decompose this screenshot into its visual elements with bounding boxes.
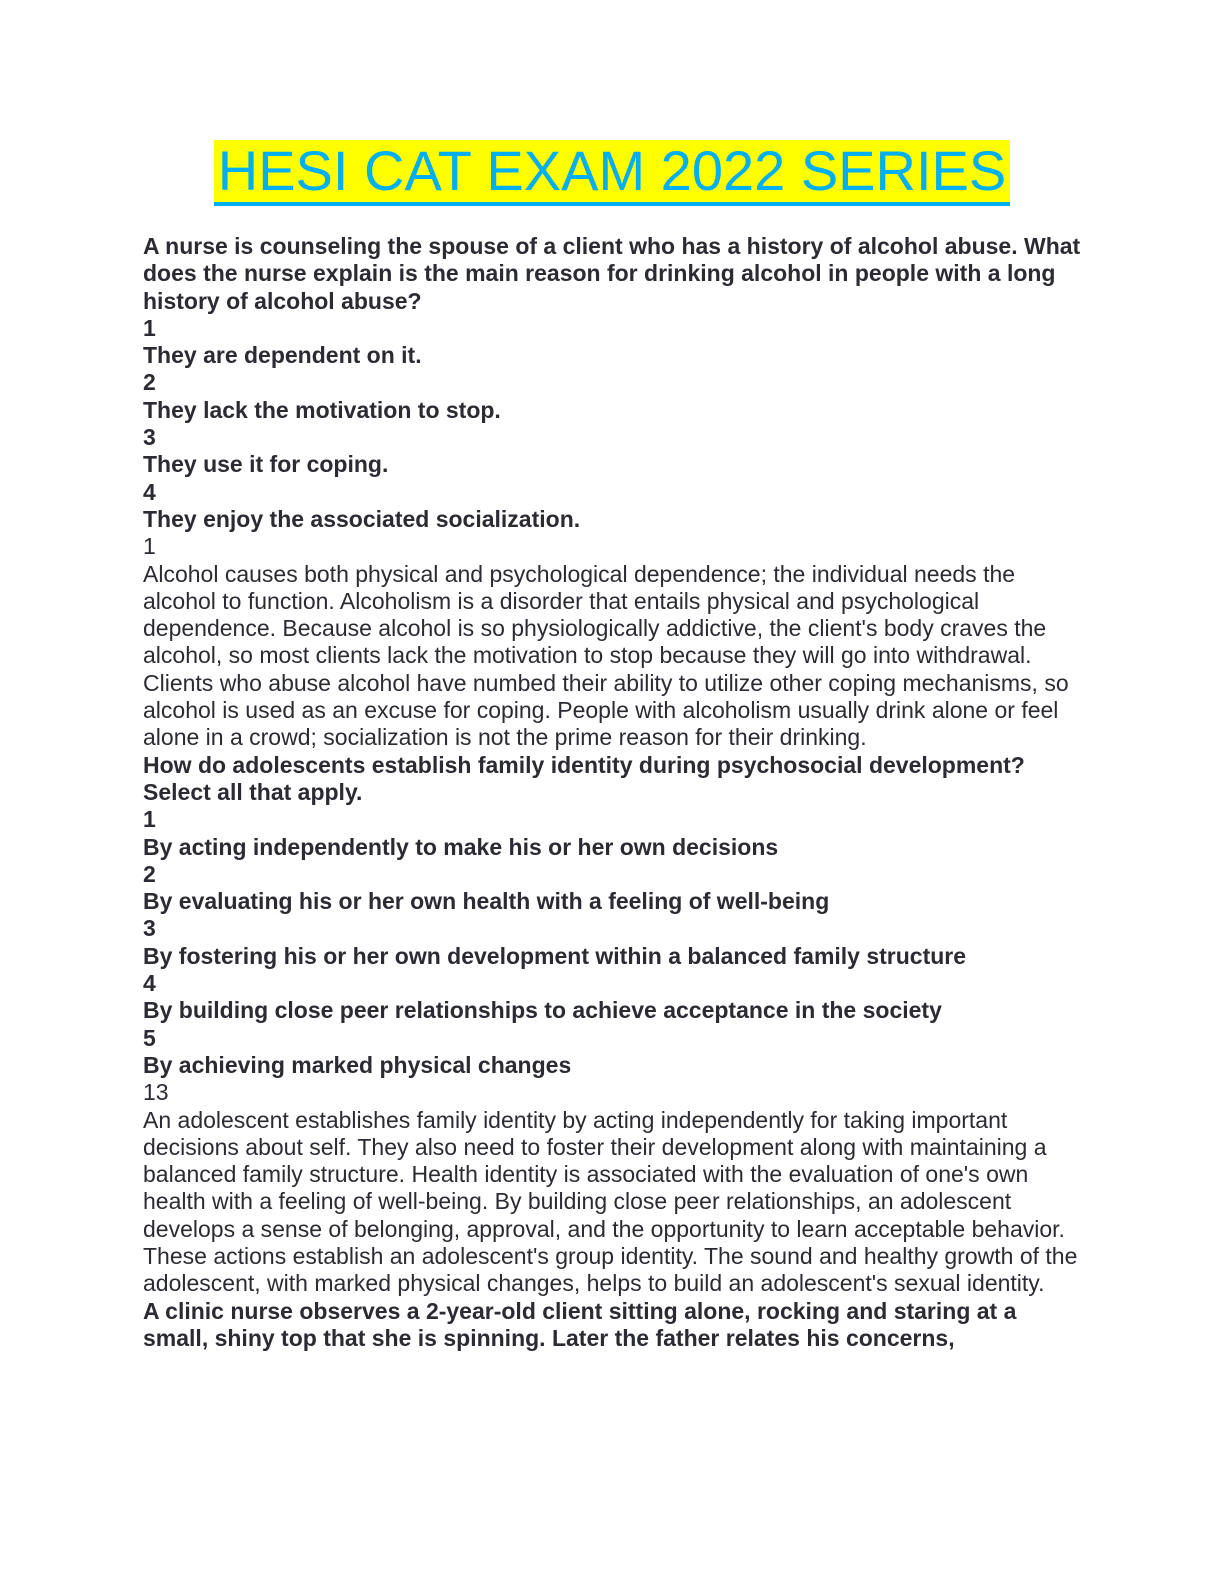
option-text: They enjoy the associated socialization. <box>143 505 581 532</box>
option-number: 1 <box>143 314 156 341</box>
option-text: By achieving marked physical changes <box>143 1051 572 1078</box>
question-text: How do adolescents establish family identity during psychosocial development? Select all that apply. <box>143 751 1025 805</box>
answer-explanation: Alcohol causes both physical and psychological dependence; the individual needs the alcohol to function. Alcoholism is a disorder that entails physical and psychological dependence. Because alcohol is so physiologically addictive, the client's body craves the alcohol, so most clients lack the motivation to stop because they will go into withdrawal. Clients who abuse alcohol have numbed their ability to utilize other coping mechanisms, so alcohol is used as an excuse for coping. People with alcoholism usually drink alone or feel alone in a crowd; socialization is not the prime reason for their drinking. <box>143 560 1069 751</box>
option-number: 1 <box>143 806 156 833</box>
option-text: They use it for coping. <box>143 451 389 478</box>
option-text: By acting independently to make his or her own decisions <box>143 833 779 860</box>
document-body <box>143 233 1083 1352</box>
option-text: By fostering his or her own development within a balanced family structure <box>143 942 967 969</box>
answer-key: 1 <box>143 533 156 560</box>
option-number: 2 <box>143 860 156 887</box>
option-number: 4 <box>143 970 156 997</box>
option-number: 5 <box>143 1024 156 1051</box>
answer-explanation: An adolescent establishes family identity by acting independently for taking important decisions about self. They also need to foster their development along with maintaining a balanced family structure. Health identity is associated with the evaluation of one's own health with a feeling of well-being. By building close peer relationships, an adolescent develops a sense of belonging, approval, and the opportunity to learn acceptable behavior. These actions establish an adolescent's group identity. The sound and healthy growth of the adolescent, with marked physical changes, helps to build an adolescent's sexual identity. <box>143 1106 1078 1297</box>
option-number: 2 <box>143 369 156 396</box>
option-number: 3 <box>143 915 156 942</box>
option-number: 4 <box>143 478 156 505</box>
answer-key: 13 <box>143 1079 169 1106</box>
question-text: A nurse is counseling the spouse of a client who has a history of alcohol abuse. What does the nurse explain is the main reason for drinking alcohol in people with a long history of alcohol abuse? <box>143 233 1081 314</box>
title-wrap <box>0 140 1224 206</box>
option-text: By building close peer relationships to achieve acceptance in the society <box>143 997 942 1024</box>
option-number: 3 <box>143 424 156 451</box>
question-text: A clinic nurse observes a 2-year-old client sitting alone, rocking and staring at a small, shiny top that she is spinning. Later the father relates his concerns, <box>143 1297 1017 1351</box>
option-text: By evaluating his or her own health with a feeling of well-being <box>143 888 830 915</box>
document-title: HESI CAT EXAM 2022 SERIES <box>214 140 1010 206</box>
option-text: They are dependent on it. <box>143 342 422 369</box>
option-text: They lack the motivation to stop. <box>143 396 501 423</box>
